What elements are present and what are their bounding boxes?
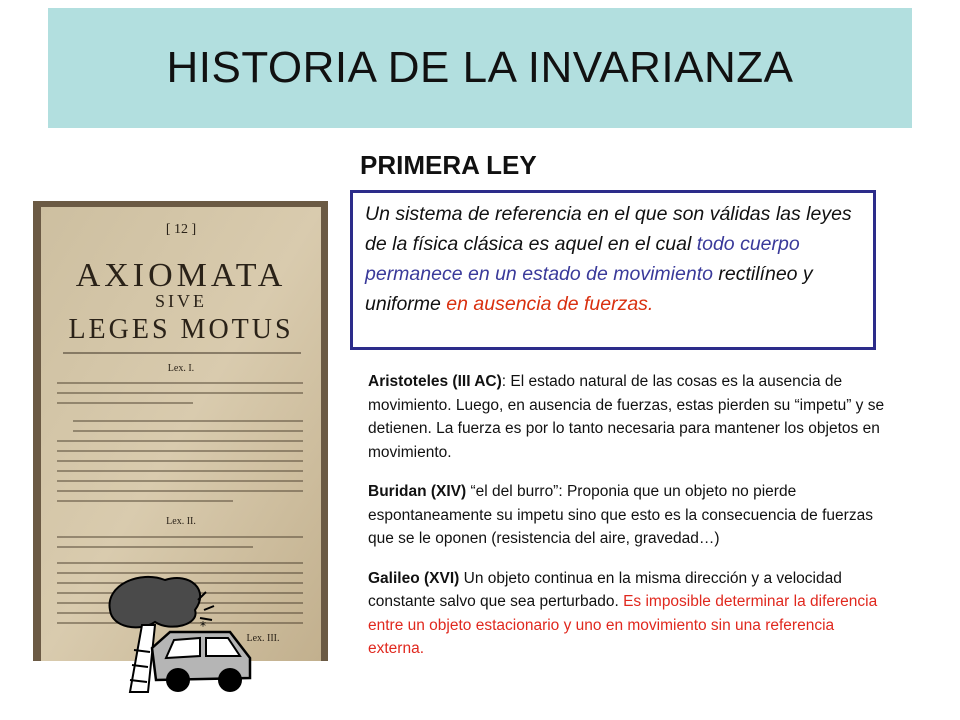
galileo-text: Un objeto continua en la misma dirección y a velocidad constante salvo que sea perturbado. <box>368 569 842 610</box>
buridan-text: “el del burro”: Proponia que un objeto no pierde espontaneamente su impetu sino que esto es la consecuencia de fuerzas que se le oponen (resistencia del aire, gravedad…) <box>368 483 873 547</box>
paragraph-buridan <box>368 480 888 551</box>
aristoteles-name: Aristoteles (III AC) <box>368 373 502 390</box>
definition-box <box>350 190 876 350</box>
book-heading-leges: LEGES MOTUS <box>68 314 294 345</box>
book-lex1: Lex. I. <box>167 363 195 374</box>
book-lex3: Lex. III. <box>246 633 280 644</box>
galileo-red-text: Es imposible determinar la diferencia entre un objeto estacionario y uno en movimiento sin una referencia externa. <box>368 593 878 657</box>
aristoteles-text: : El estado natural de las cosas es la ausencia de movimiento. Luego, en ausencia de fuerzas, estas pierden su “impetu” y se detienen. La fuerza es por lo tanto necesaria para mantener los objetos en movimiento. <box>368 373 885 461</box>
paragraph-aristoteles <box>368 370 888 464</box>
subtitle: PRIMERA LEY <box>360 150 537 180</box>
definition-part4: en ausencia de fuerzas. <box>446 293 654 315</box>
definition-part2: todo cuerpo permanece en un estado de movimiento <box>365 233 800 285</box>
book-heading-sive: SIVE <box>155 291 207 311</box>
book-heading-axiomata: AXIOMATA <box>75 257 287 294</box>
paragraph-galileo <box>368 567 888 661</box>
definition-part1: Un sistema de referencia en el que son válidas las leyes de la física clásica es aquel en el cual <box>365 203 852 255</box>
definition-part3: rectilíneo y uniforme <box>365 263 813 315</box>
page-title: HISTORIA DE LA INVARIANZA <box>166 43 794 92</box>
car-crash-clipart <box>100 570 260 695</box>
buridan-name: Buridan (XIV) <box>368 483 467 500</box>
book-lex2: Lex. II. <box>166 516 196 527</box>
galileo-name: Galileo (XVI) <box>368 569 460 587</box>
title-banner <box>48 8 912 128</box>
book-page-number: [ 12 ] <box>165 222 197 237</box>
history-text <box>368 370 888 677</box>
svg-text:*: * <box>200 619 206 633</box>
